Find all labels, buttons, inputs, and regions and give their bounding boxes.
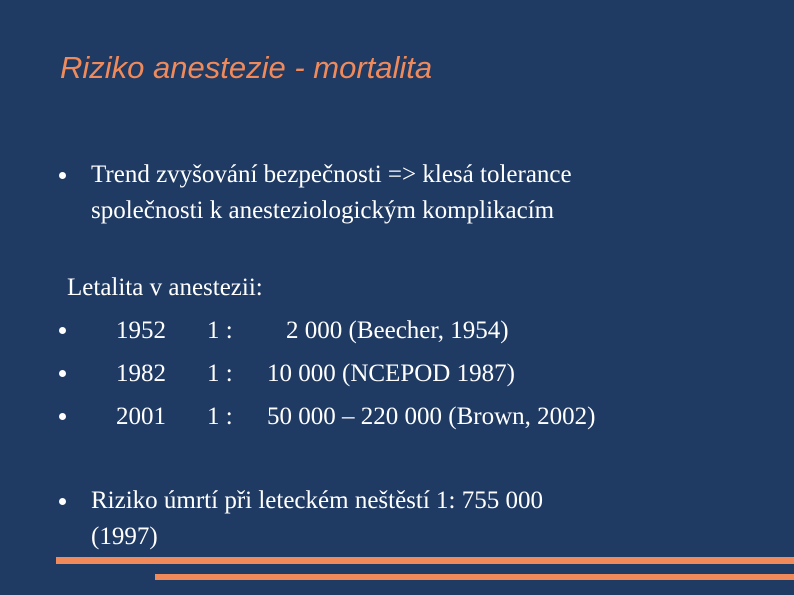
- letalita-ratio: 1 :: [207, 403, 233, 430]
- letalita-section: [67, 266, 595, 438]
- bullet-text-line: společnosti k anesteziologickým komplikacím: [91, 197, 555, 224]
- letalita-value: 2 000 (Beecher, 1954): [286, 317, 509, 344]
- bullet-text-block: [91, 483, 543, 555]
- letalita-year: 1952: [116, 317, 166, 344]
- letalita-value: 50 000 – 220 000 (Brown, 2002): [267, 403, 596, 430]
- letalita-ratio: 1 :: [207, 317, 233, 344]
- slide-title: Riziko anestezie - mortalita: [60, 50, 433, 85]
- letalita-year: 2001: [116, 403, 166, 430]
- letalita-row-1952: [67, 309, 595, 352]
- bullet-text-block: [91, 157, 572, 229]
- bullet-text-line: Riziko úmrtí při leteckém neštěstí 1: 755 000: [91, 487, 544, 514]
- bullet-row: [58, 157, 572, 229]
- letalita-row-1982: [67, 352, 595, 395]
- letalita-row-2001: [67, 395, 595, 438]
- bullet-text-line: Trend zvyšování bezpečnosti => klesá tolerance: [91, 161, 572, 188]
- bullet-dot-icon: [58, 157, 91, 193]
- letalita-ratio: 1 :: [207, 360, 233, 387]
- letalita-heading: Letalita v anestezii:: [67, 274, 263, 301]
- bullet-text-line: (1997): [91, 523, 158, 550]
- decorative-accent-line: [155, 574, 794, 580]
- letalita-year: 1982: [116, 360, 166, 387]
- bullet-row: [58, 483, 543, 555]
- bullet-safety-trend: [58, 157, 572, 229]
- bullet-dot-icon: [58, 483, 91, 519]
- bullet-flight-risk: [58, 483, 543, 555]
- bullet-dot-icon: [58, 309, 116, 352]
- bullet-dot-icon: [58, 352, 116, 395]
- decorative-accent-line: [56, 557, 794, 564]
- bullet-dot-icon: [58, 395, 116, 438]
- letalita-value: 10 000 (NCEPOD 1987): [267, 360, 515, 387]
